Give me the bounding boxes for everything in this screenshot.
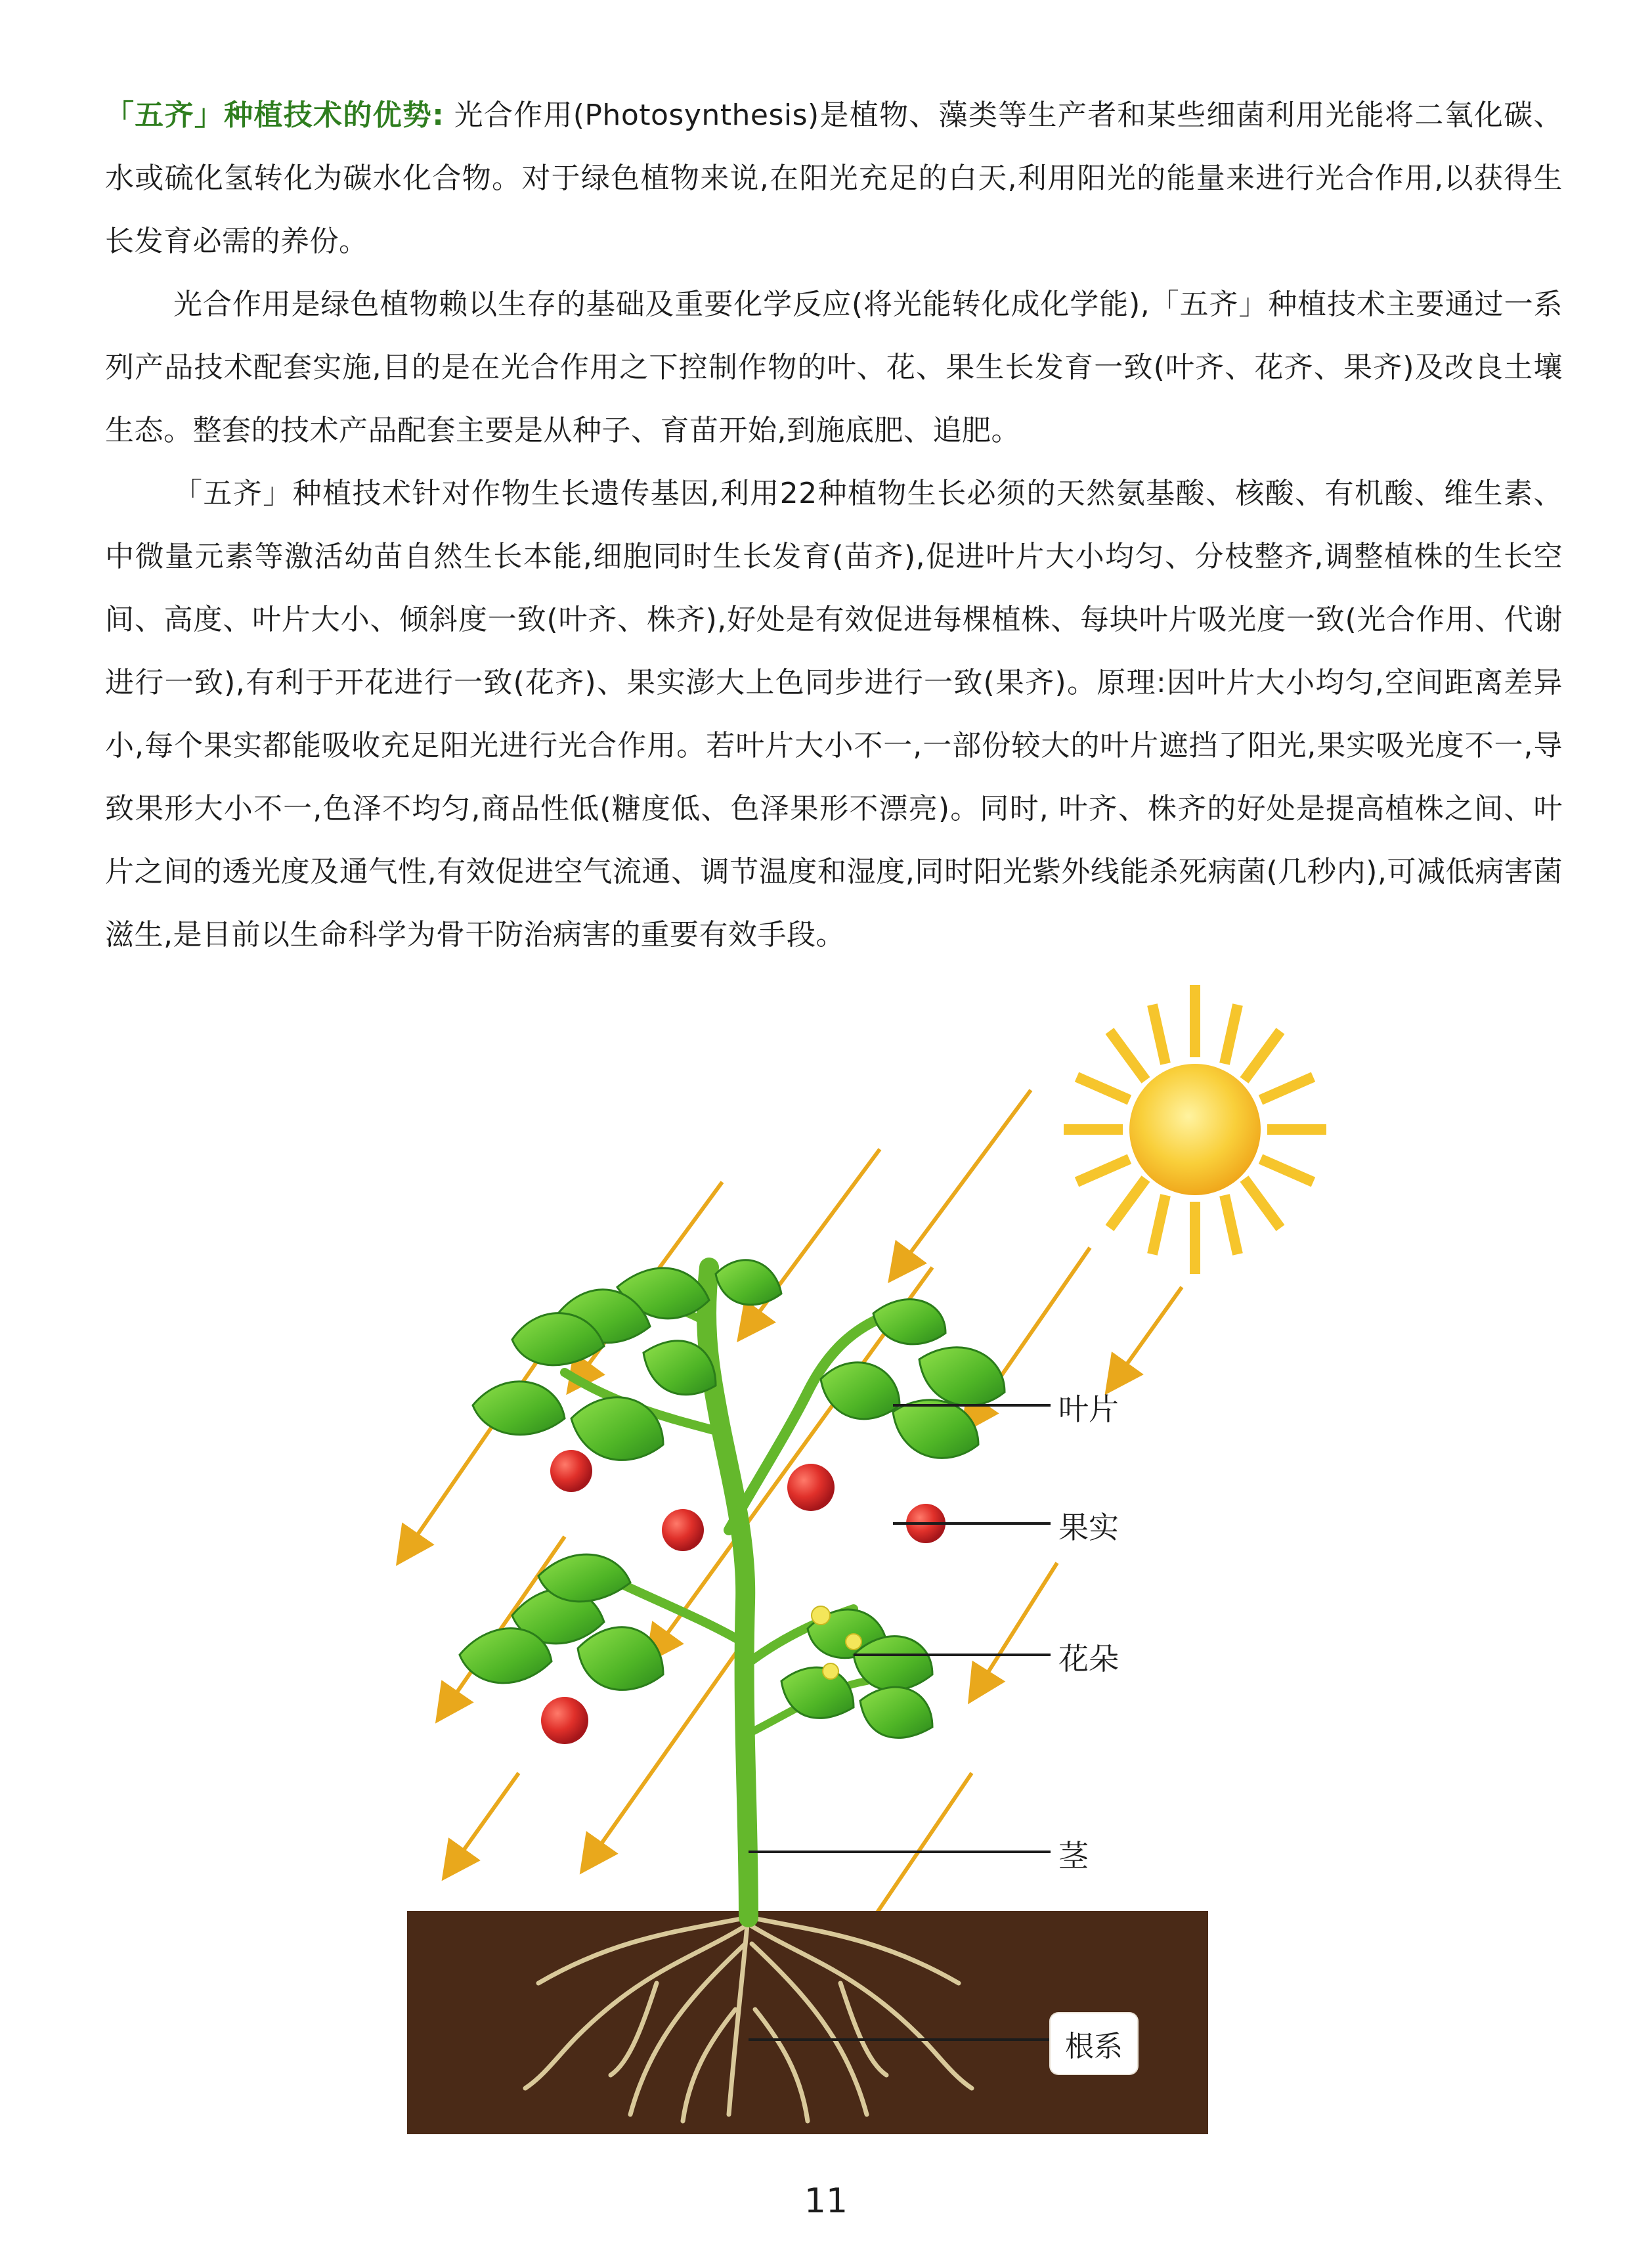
paragraph-1-body: 光合作用(Photosynthesis)是植物、藻类等生产者和某些细菌利用光能将二氧化碳、水或硫化氢转化为碳水化合物。对于绿色植物来说,在阳光充足的白天,利用阳光的能量来进行光合作用,以获得生长发育必需的养份。 [105,99,1563,258]
paragraph-1-lead: 「五齐」种植技术的优势: [105,99,445,132]
page-number: 11 [804,2181,848,2221]
roots-label: 根系 [1051,2013,1137,2074]
fruit-label: 果实 [1058,1510,1119,1545]
plant-photosynthesis-illustration [0,959,1652,2154]
paragraph-3: 「五齐」种植技术针对作物生长遗传基因,利用22种植物生长必须的天然氨基酸、核酸、有机酸、维生素、中微量元素等激活幼苗自然生长本能,细胞同时生长发育(苗齐),促进叶片大小均匀、分枝整齐,调整植株的生长空间、高度、叶片大小、倾斜度一致(叶齐、株齐),好处是有效促进每棵植株、每块叶片吸光度一致(光合作用、代谢进行一致),有利于开花进行一致(花齐)、果实澎大上色同步进行一致(果齐)。原理:因叶片大小均匀,空间距离差异小,每个果实都能吸收充足阳光进行光合作用。若叶片大小不一,一部份较大的叶片遮挡了阳光,果实吸光度不一,导致果形大小不一,色泽不均匀,商品性低(糖度低、色泽果形不漂亮)。同时, 叶齐、株齐的好处是提高植株之间、叶片之间的透光度及通气性,有效促进空气流通、调节温度和湿度,同时阳光紫外线能杀死病菌(几秒内),可减低病害菌滋生,是目前以生命科学为骨干防治病害的重要有效手段。 [105,477,1563,952]
flower-label: 花朵 [1058,1641,1119,1676]
leaf-label: 叶片 [1058,1391,1119,1427]
body-text [105,84,1563,967]
paragraph-1 [105,84,1563,273]
stem-label: 茎 [1058,1838,1089,1874]
sun-icon [1064,985,1326,1274]
illustration-svg [0,959,1652,2154]
paragraph-2: 光合作用是绿色植物赖以生存的基础及重要化学反应(将光能转化成化学能),「五齐」种植技术主要通过一系列产品技术配套实施,目的是在光合作用之下控制作物的叶、花、果生长发育一致(叶齐、花齐、果齐)及改良土壤生态。整套的技术产品配套主要是从种子、育苗开始,到施底肥、追肥。 [105,288,1563,447]
